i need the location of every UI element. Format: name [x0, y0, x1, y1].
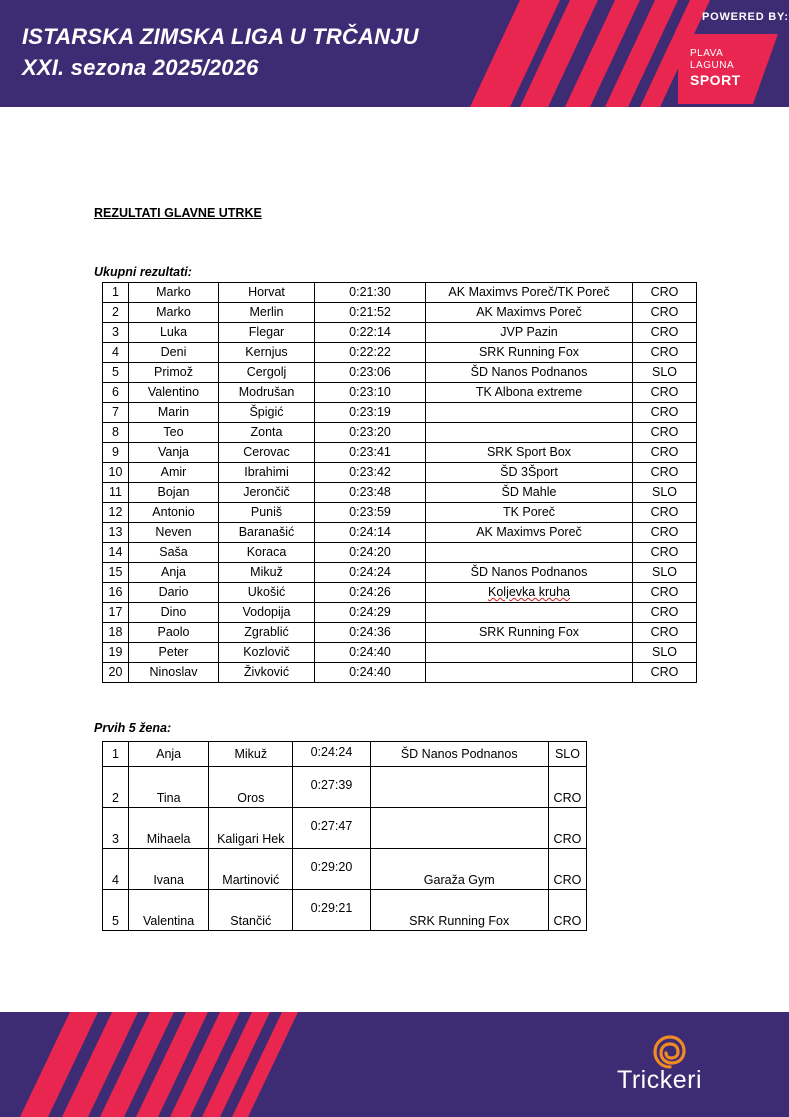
- cell-last: Mikuž: [209, 742, 293, 767]
- overall-results-table: [102, 282, 697, 683]
- cell-time: 0:24:26: [315, 583, 426, 603]
- cell-place: 15: [103, 563, 129, 583]
- cell-last: Cerovac: [219, 443, 315, 463]
- cell-club: [426, 663, 633, 683]
- cell-country: CRO: [633, 583, 697, 603]
- cell-club: TK Poreč: [426, 503, 633, 523]
- cell-time: 0:24:24: [293, 742, 370, 767]
- cell-club: ŠD Mahle: [426, 483, 633, 503]
- cell-place: 17: [103, 603, 129, 623]
- cell-time: 0:24:20: [315, 543, 426, 563]
- cell-time: 0:23:48: [315, 483, 426, 503]
- cell-last: Stančić: [209, 890, 293, 931]
- table-row: [103, 808, 587, 849]
- cell-country: CRO: [633, 523, 697, 543]
- cell-last: Kaligari Hek: [209, 808, 293, 849]
- cell-first: Peter: [129, 643, 219, 663]
- cell-time: 0:24:14: [315, 523, 426, 543]
- cell-first: Marko: [129, 283, 219, 303]
- cell-time: 0:24:40: [315, 643, 426, 663]
- cell-country: CRO: [633, 303, 697, 323]
- cell-last: Modrušan: [219, 383, 315, 403]
- cell-last: Ukošić: [219, 583, 315, 603]
- cell-club: Koljevka kruha: [426, 583, 633, 603]
- cell-last: Kernjus: [219, 343, 315, 363]
- cell-country: CRO: [633, 663, 697, 683]
- table-row: [103, 583, 697, 603]
- cell-first: Antonio: [129, 503, 219, 523]
- cell-place: 9: [103, 443, 129, 463]
- cell-club: AK Maximvs Poreč: [426, 303, 633, 323]
- top-women-title: Prvih 5 žena:: [94, 721, 172, 735]
- cell-first: Marko: [129, 303, 219, 323]
- overall-results-title: Ukupni rezultati:: [94, 265, 192, 279]
- table-row: [103, 663, 697, 683]
- cell-club: SRK Running Fox: [426, 623, 633, 643]
- cell-time: 0:29:21: [293, 890, 370, 931]
- cell-place: 1: [103, 742, 129, 767]
- cell-country: SLO: [633, 483, 697, 503]
- table-row: [103, 463, 697, 483]
- cell-first: Valentina: [129, 890, 209, 931]
- cell-place: 7: [103, 403, 129, 423]
- table-row: [103, 503, 697, 523]
- cell-first: Dino: [129, 603, 219, 623]
- cell-time: 0:23:20: [315, 423, 426, 443]
- cell-country: CRO: [633, 543, 697, 563]
- cell-place: 1: [103, 283, 129, 303]
- cell-time: 0:23:19: [315, 403, 426, 423]
- cell-place: 16: [103, 583, 129, 603]
- table-row: [103, 423, 697, 443]
- cell-country: CRO: [633, 503, 697, 523]
- cell-place: 19: [103, 643, 129, 663]
- cell-time: 0:23:10: [315, 383, 426, 403]
- main-race-results-title: REZULTATI GLAVNE UTRKE: [94, 206, 262, 220]
- cell-first: Luka: [129, 323, 219, 343]
- cell-country: CRO: [633, 383, 697, 403]
- cell-place: 4: [103, 343, 129, 363]
- cell-country: CRO: [633, 323, 697, 343]
- cell-first: Anja: [129, 742, 209, 767]
- header-stripes: [0, 0, 789, 107]
- cell-last: Špigić: [219, 403, 315, 423]
- cell-last: Jerončič: [219, 483, 315, 503]
- cell-first: Bojan: [129, 483, 219, 503]
- cell-place: 11: [103, 483, 129, 503]
- cell-country: SLO: [633, 563, 697, 583]
- cell-place: 8: [103, 423, 129, 443]
- cell-club: AK Maximvs Poreč/TK Poreč: [426, 283, 633, 303]
- league-title: ISTARSKA ZIMSKA LIGA U TRČANJU: [22, 24, 419, 49]
- cell-country: CRO: [633, 283, 697, 303]
- table-row: [103, 543, 697, 563]
- table-row: [103, 363, 697, 383]
- sponsor-logo-line3: SPORT: [690, 72, 741, 88]
- cell-first: Marin: [129, 403, 219, 423]
- cell-first: Teo: [129, 423, 219, 443]
- cell-last: Kozlovič: [219, 643, 315, 663]
- cell-last: Cergolj: [219, 363, 315, 383]
- header-banner: [0, 0, 789, 107]
- table-row: [103, 603, 697, 623]
- cell-country: SLO: [633, 363, 697, 383]
- cell-club: [370, 808, 548, 849]
- cell-country: CRO: [633, 623, 697, 643]
- cell-first: Saša: [129, 543, 219, 563]
- cell-first: Deni: [129, 343, 219, 363]
- table-row: [103, 849, 587, 890]
- cell-time: 0:24:29: [315, 603, 426, 623]
- cell-club: [370, 767, 548, 808]
- cell-country: CRO: [548, 890, 586, 931]
- table-row: [103, 890, 587, 931]
- table-row: [103, 403, 697, 423]
- cell-club: AK Maximvs Poreč: [426, 523, 633, 543]
- cell-first: Mihaela: [129, 808, 209, 849]
- cell-country: CRO: [633, 343, 697, 363]
- cell-country: CRO: [548, 849, 586, 890]
- cell-first: Paolo: [129, 623, 219, 643]
- cell-country: CRO: [633, 443, 697, 463]
- cell-place: 2: [103, 767, 129, 808]
- cell-last: Zgrablić: [219, 623, 315, 643]
- table-row: [103, 343, 697, 363]
- cell-last: Horvat: [219, 283, 315, 303]
- sponsor-logo-line1: PLAVA: [690, 48, 724, 59]
- cell-time: 0:24:36: [315, 623, 426, 643]
- cell-place: 6: [103, 383, 129, 403]
- cell-country: CRO: [633, 423, 697, 443]
- table-row: [103, 483, 697, 503]
- table-row: [103, 767, 587, 808]
- cell-place: 5: [103, 890, 129, 931]
- table-row: [103, 383, 697, 403]
- cell-club: SRK Running Fox: [426, 343, 633, 363]
- cell-first: Anja: [129, 563, 219, 583]
- cell-last: Zonta: [219, 423, 315, 443]
- cell-time: 0:21:52: [315, 303, 426, 323]
- cell-place: 20: [103, 663, 129, 683]
- cell-club: ŠD Nanos Podnanos: [426, 363, 633, 383]
- cell-country: CRO: [633, 603, 697, 623]
- cell-first: Ivana: [129, 849, 209, 890]
- cell-last: Živković: [219, 663, 315, 683]
- table-row: [103, 323, 697, 343]
- cell-time: 0:23:06: [315, 363, 426, 383]
- table-row: [103, 742, 587, 767]
- cell-country: CRO: [548, 808, 586, 849]
- cell-place: 3: [103, 323, 129, 343]
- cell-place: 14: [103, 543, 129, 563]
- cell-first: Dario: [129, 583, 219, 603]
- cell-time: 0:29:20: [293, 849, 370, 890]
- cell-last: Vodopija: [219, 603, 315, 623]
- cell-place: 2: [103, 303, 129, 323]
- table-row: [103, 443, 697, 463]
- trickeri-spiral-icon: [652, 1034, 688, 1070]
- cell-club: [426, 543, 633, 563]
- table-row: [103, 643, 697, 663]
- cell-place: 12: [103, 503, 129, 523]
- cell-first: Neven: [129, 523, 219, 543]
- cell-club: [426, 603, 633, 623]
- cell-place: 5: [103, 363, 129, 383]
- cell-club: JVP Pazin: [426, 323, 633, 343]
- cell-country: CRO: [633, 463, 697, 483]
- cell-time: 0:23:42: [315, 463, 426, 483]
- cell-club: SRK Running Fox: [370, 890, 548, 931]
- cell-time: 0:24:40: [315, 663, 426, 683]
- cell-last: Oros: [209, 767, 293, 808]
- cell-last: Merlin: [219, 303, 315, 323]
- cell-time: 0:22:14: [315, 323, 426, 343]
- cell-last: Puniš: [219, 503, 315, 523]
- cell-place: 13: [103, 523, 129, 543]
- cell-first: Amir: [129, 463, 219, 483]
- cell-time: 0:23:41: [315, 443, 426, 463]
- cell-last: Baranašić: [219, 523, 315, 543]
- cell-time: 0:22:22: [315, 343, 426, 363]
- table-row: [103, 303, 697, 323]
- powered-by-label: POWERED BY:: [702, 11, 789, 23]
- cell-country: CRO: [548, 767, 586, 808]
- cell-club: TK Albona extreme: [426, 383, 633, 403]
- cell-place: 4: [103, 849, 129, 890]
- sponsor-logo-line2: LAGUNA: [690, 60, 735, 71]
- table-row: [103, 563, 697, 583]
- cell-first: Primož: [129, 363, 219, 383]
- cell-time: 0:21:30: [315, 283, 426, 303]
- cell-club: [426, 403, 633, 423]
- cell-first: Ninoslav: [129, 663, 219, 683]
- cell-last: Flegar: [219, 323, 315, 343]
- cell-last: Ibrahimi: [219, 463, 315, 483]
- cell-first: Tina: [129, 767, 209, 808]
- cell-club: [426, 423, 633, 443]
- cell-place: 3: [103, 808, 129, 849]
- trickeri-brand: Trickeri: [617, 1066, 703, 1094]
- cell-place: 18: [103, 623, 129, 643]
- cell-first: Vanja: [129, 443, 219, 463]
- cell-time: 0:27:39: [293, 767, 370, 808]
- cell-club: ŠD Nanos Podnanos: [370, 742, 548, 767]
- cell-last: Koraca: [219, 543, 315, 563]
- cell-time: 0:23:59: [315, 503, 426, 523]
- table-row: [103, 623, 697, 643]
- cell-country: SLO: [633, 643, 697, 663]
- table-row: [103, 283, 697, 303]
- cell-club: ŠD Nanos Podnanos: [426, 563, 633, 583]
- season-title: XXI. sezona 2025/2026: [22, 55, 259, 80]
- cell-club: SRK Sport Box: [426, 443, 633, 463]
- cell-first: Valentino: [129, 383, 219, 403]
- cell-club: ŠD 3Šport: [426, 463, 633, 483]
- cell-place: 10: [103, 463, 129, 483]
- top-women-table: [102, 741, 587, 931]
- cell-country: SLO: [548, 742, 586, 767]
- cell-country: CRO: [633, 403, 697, 423]
- cell-time: 0:24:24: [315, 563, 426, 583]
- cell-club: Garaža Gym: [370, 849, 548, 890]
- cell-club: [426, 643, 633, 663]
- cell-last: Mikuž: [219, 563, 315, 583]
- cell-time: 0:27:47: [293, 808, 370, 849]
- cell-last: Martinović: [209, 849, 293, 890]
- table-row: [103, 523, 697, 543]
